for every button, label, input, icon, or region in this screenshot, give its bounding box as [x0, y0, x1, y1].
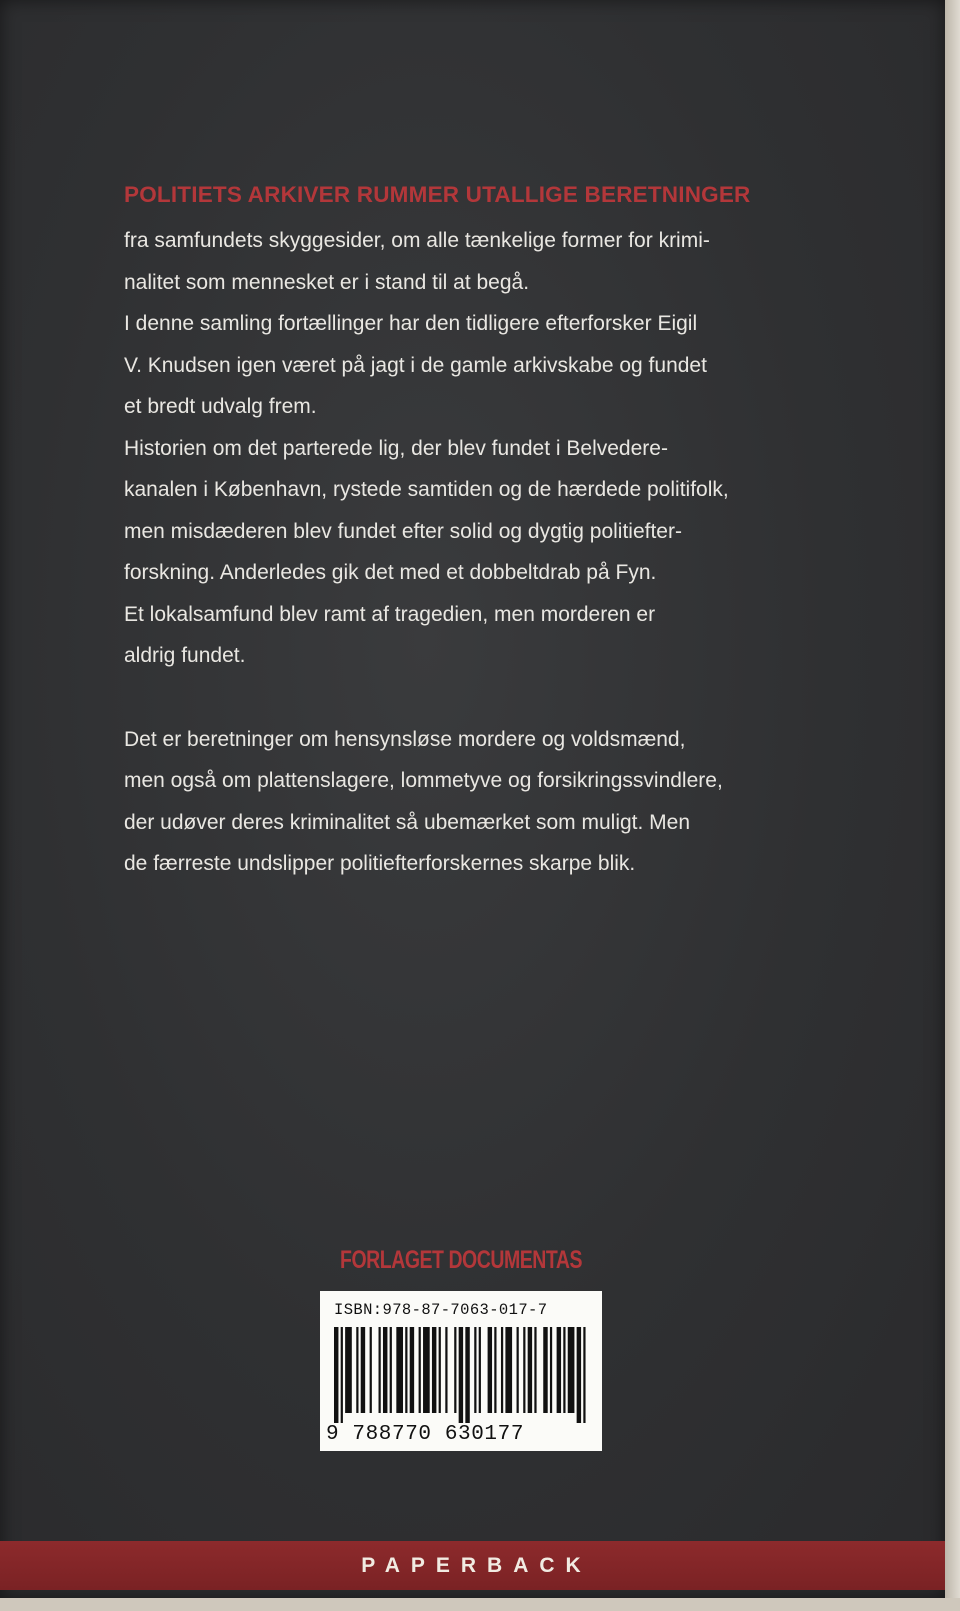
- barcode-bar: [505, 1327, 512, 1413]
- blurb-line: Et lokalsamfund blev ramt af tragedien, men morderen er: [124, 602, 656, 626]
- blurb-line: de færreste undslipper politiefterforskernes skarpe blik.: [124, 852, 636, 875]
- barcode-bar: [577, 1327, 581, 1423]
- barcode-bar: [410, 1327, 414, 1413]
- blurb-line: nalitet som mennesket er i stand til at begå.: [124, 270, 530, 294]
- barcode-bar: [550, 1327, 552, 1413]
- barcode-bar: [370, 1327, 372, 1413]
- blurb-paragraph-2: [124, 719, 844, 885]
- blurb-line: V. Knudsen igen været på jagt i de gamle arkivskabe og fundet: [124, 353, 707, 377]
- barcode-bar: [341, 1327, 343, 1423]
- barcode-bar: [543, 1327, 547, 1413]
- barcode-bar: [534, 1327, 536, 1413]
- barcode-bar: [361, 1327, 365, 1413]
- blurb-line: aldrig fundet.: [124, 644, 246, 667]
- page-edge-right: [945, 0, 960, 1611]
- barcode-bar: [557, 1327, 561, 1413]
- barcode-bar: [465, 1327, 469, 1423]
- barcode-bar: [479, 1327, 481, 1413]
- paperback-label: PAPERBACK: [361, 1554, 592, 1577]
- blurb-line: I denne samling fortællinger har den tidligere efterforsker Eigil: [124, 312, 698, 335]
- barcode-bar: [390, 1327, 392, 1413]
- barcode-bar: [383, 1327, 387, 1413]
- ean-digits: 9 788770 630177: [326, 1423, 525, 1446]
- barcode-label: [320, 1291, 602, 1451]
- barcode-bar: [459, 1327, 463, 1423]
- barcode-bar: [563, 1327, 565, 1413]
- isbn-text: ISBN:978-87-7063-017-7: [334, 1301, 548, 1319]
- barcode-bar: [379, 1327, 381, 1413]
- barcode-bar: [405, 1327, 407, 1413]
- blurb-line: kanalen i København, rystede samtiden og de hærdede politifolk,: [124, 478, 729, 501]
- barcode-bar: [517, 1327, 519, 1413]
- barcode-bar: [439, 1327, 441, 1413]
- barcode-bar: [419, 1327, 421, 1413]
- headline: POLITIETS ARKIVER RUMMER UTALLIGE BERETNINGER: [124, 182, 751, 207]
- paragraph-gap: [124, 677, 844, 719]
- barcode-bar: [488, 1327, 492, 1413]
- barcode-bar: [568, 1327, 575, 1413]
- barcode-bar: [454, 1327, 456, 1413]
- blurb-line: forskning. Anderledes gik det med et dobbeltdrab på Fyn.: [124, 561, 657, 584]
- barcode-bar: [474, 1327, 476, 1413]
- barcode-bar: [445, 1327, 447, 1413]
- blurb-line: fra samfundets skyggesider, om alle tænkelige former for krimi-: [124, 229, 710, 252]
- barcode-bar: [494, 1327, 496, 1413]
- page-edge-bottom: [0, 1598, 960, 1611]
- blurb-line: et bredt udvalg frem.: [124, 395, 317, 418]
- paperback-band: [0, 1541, 945, 1590]
- barcode-bar: [396, 1327, 403, 1413]
- publisher-name: FORLAGET DOCUMENTAS: [340, 1246, 583, 1274]
- barcode-bar: [345, 1327, 352, 1413]
- blurb-paragraph-1: [124, 220, 844, 677]
- blurb: [124, 220, 844, 885]
- blurb-line: men misdæderen blev fundet efter solid og dygtig politiefter-: [124, 519, 682, 543]
- barcode-bar: [356, 1327, 358, 1413]
- blurb-line: men også om plattenslagere, lommetyve og forsikringssvindlere,: [124, 769, 723, 792]
- blurb-line: der udøver deres kriminalitet så ubemærket som muligt. Men: [124, 810, 691, 834]
- barcode-bar: [523, 1327, 525, 1413]
- blurb-line: Det er beretninger om hensynsløse mordere og voldsmænd,: [124, 727, 686, 751]
- barcode-bar: [583, 1327, 585, 1423]
- blurb-line: Historien om det parterede lig, der blev fundet i Belvedere-: [124, 436, 668, 460]
- barcode-bar: [501, 1327, 503, 1413]
- barcode-bar: [423, 1327, 430, 1413]
- barcode-bar: [528, 1327, 532, 1413]
- barcode-bars: [334, 1327, 590, 1423]
- barcode-bar: [334, 1327, 338, 1423]
- barcode-bar: [432, 1327, 436, 1413]
